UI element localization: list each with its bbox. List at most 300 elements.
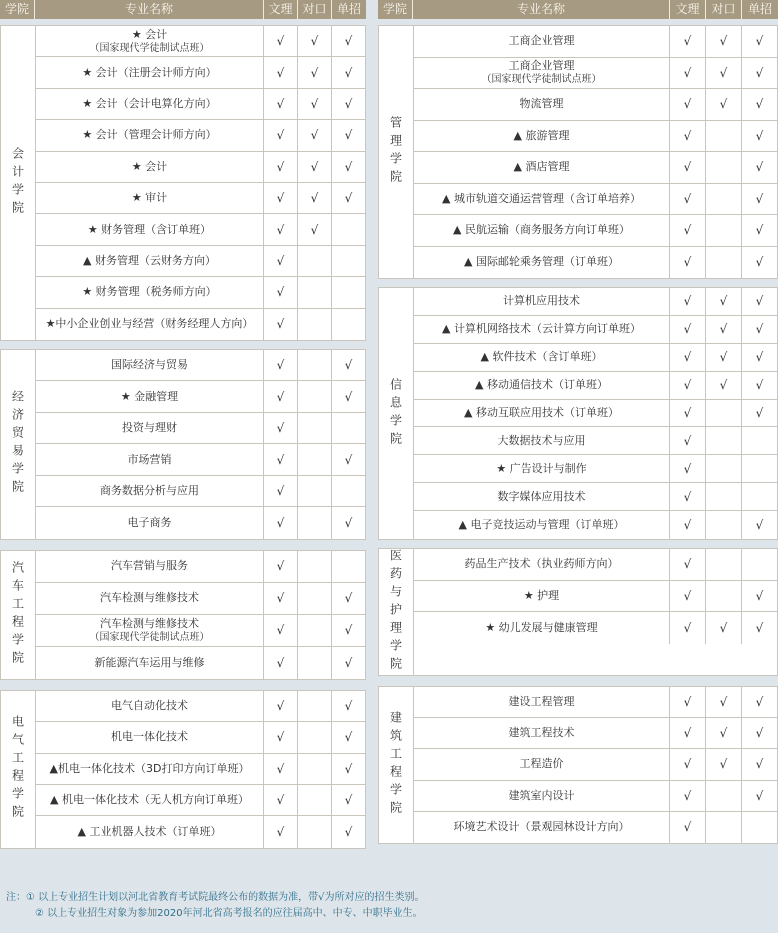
major-name: ▲ 移动通信技术（订单班） bbox=[475, 378, 608, 392]
major-row bbox=[36, 476, 365, 508]
major-row bbox=[414, 687, 777, 718]
major-name-cell bbox=[36, 816, 263, 847]
wenli-mark: √ bbox=[669, 344, 705, 371]
duikou-mark bbox=[705, 781, 741, 811]
duikou-mark bbox=[705, 152, 741, 183]
major-row bbox=[36, 816, 365, 847]
major-row bbox=[414, 184, 777, 216]
major-name-cell bbox=[414, 247, 669, 279]
duikou-mark bbox=[297, 476, 331, 507]
major-name: ▲ 软件技术（含订单班） bbox=[480, 350, 603, 364]
major-row bbox=[36, 277, 365, 308]
danzhao-mark: √ bbox=[741, 781, 777, 811]
wenli-mark: √ bbox=[669, 455, 705, 482]
wenli-mark: √ bbox=[263, 57, 297, 87]
major-row bbox=[414, 288, 777, 316]
header-major: 专业名称 bbox=[35, 0, 264, 19]
danzhao-mark bbox=[741, 483, 777, 510]
danzhao-mark bbox=[741, 549, 777, 580]
major-name: 汽车检测与维修技术 bbox=[100, 616, 199, 630]
danzhao-mark bbox=[331, 413, 365, 444]
header-danzhao: 单招 bbox=[747, 2, 772, 16]
major-name: ★ 广告设计与制作 bbox=[496, 461, 587, 475]
college-name-cell bbox=[1, 350, 36, 539]
major-name: 市场营销 bbox=[127, 452, 172, 466]
wenli-mark: √ bbox=[263, 551, 297, 582]
major-row bbox=[36, 152, 365, 183]
college-name-cell bbox=[379, 288, 414, 539]
danzhao-mark: √ bbox=[741, 184, 777, 215]
wenli-mark: √ bbox=[669, 215, 705, 246]
danzhao-mark: √ bbox=[741, 152, 777, 183]
major-row bbox=[414, 372, 777, 400]
duikou-mark bbox=[297, 816, 331, 847]
duikou-mark bbox=[705, 184, 741, 215]
major-name: ▲机电一体化技术（3D打印方向订单班） bbox=[49, 761, 250, 775]
duikou-mark: √ bbox=[705, 89, 741, 120]
wenli-mark: √ bbox=[263, 381, 297, 412]
danzhao-mark: √ bbox=[741, 89, 777, 120]
danzhao-mark: √ bbox=[331, 615, 365, 646]
wenli-mark: √ bbox=[263, 647, 297, 679]
duikou-mark bbox=[297, 615, 331, 646]
major-name: ★ 会计 bbox=[131, 159, 168, 173]
notes bbox=[6, 890, 766, 922]
wenli-mark: √ bbox=[263, 615, 297, 646]
duikou-mark bbox=[297, 444, 331, 475]
major-name: 汽车检测与维修技术 bbox=[100, 591, 199, 605]
wenli-mark: √ bbox=[263, 89, 297, 119]
college-group bbox=[0, 690, 366, 849]
major-row bbox=[36, 754, 365, 785]
major-name: ▲ 民航运输（商务服务方向订单班） bbox=[453, 223, 630, 237]
major-row bbox=[414, 247, 777, 279]
major-name-cell bbox=[414, 152, 669, 183]
danzhao-mark: √ bbox=[741, 288, 777, 315]
major-name-cell bbox=[36, 381, 263, 412]
note-line-1: 注：① 以上专业招生计划以河北省教育考试院最终公布的数据为准，带√为所对应的招生类别。 bbox=[6, 892, 425, 903]
wenli-mark: √ bbox=[669, 718, 705, 748]
duikou-mark bbox=[297, 722, 331, 752]
wenli-mark: √ bbox=[669, 549, 705, 580]
right-table bbox=[378, 0, 778, 844]
major-row bbox=[414, 152, 777, 184]
major-row bbox=[36, 444, 365, 476]
wenli-mark: √ bbox=[669, 121, 705, 152]
major-rows bbox=[36, 26, 365, 340]
major-name-cell bbox=[414, 455, 669, 482]
wenli-mark: √ bbox=[263, 277, 297, 307]
major-name: 新能源汽车运用与维修 bbox=[94, 655, 205, 669]
major-name: ★ 护理 bbox=[523, 589, 560, 603]
wenli-mark: √ bbox=[669, 316, 705, 343]
wenli-mark: √ bbox=[263, 183, 297, 213]
major-name-cell bbox=[414, 288, 669, 315]
major-name-cell bbox=[414, 427, 669, 454]
danzhao-mark: √ bbox=[741, 121, 777, 152]
major-name: 大数据技术与应用 bbox=[497, 433, 586, 447]
danzhao-mark: √ bbox=[741, 581, 777, 612]
major-row bbox=[414, 455, 777, 483]
wenli-mark: √ bbox=[263, 309, 297, 340]
major-row bbox=[414, 581, 777, 613]
duikou-mark bbox=[705, 400, 741, 427]
major-name: ▲ 机电一体化技术（无人机方向订单班） bbox=[50, 793, 249, 807]
duikou-mark bbox=[297, 246, 331, 276]
header-duikou: 对口 bbox=[298, 0, 332, 19]
major-row bbox=[414, 812, 777, 843]
major-name-cell bbox=[414, 687, 669, 717]
college-name: 建筑工程学院 bbox=[388, 710, 403, 819]
danzhao-mark: √ bbox=[331, 583, 365, 614]
major-rows bbox=[36, 691, 365, 848]
major-name: ★ 会计（管理会计师方向） bbox=[82, 128, 217, 142]
duikou-mark: √ bbox=[705, 718, 741, 748]
major-rows bbox=[414, 26, 777, 278]
danzhao-mark: √ bbox=[331, 381, 365, 412]
duikou-mark bbox=[297, 350, 331, 381]
table-header bbox=[0, 0, 366, 19]
major-row bbox=[414, 26, 777, 58]
major-row bbox=[36, 551, 365, 583]
major-row bbox=[36, 381, 365, 413]
major-name-cell bbox=[414, 483, 669, 510]
danzhao-mark: √ bbox=[741, 400, 777, 427]
major-name: 工程造价 bbox=[519, 757, 564, 771]
major-rows bbox=[414, 288, 777, 539]
wenli-mark: √ bbox=[263, 246, 297, 276]
college-name-cell bbox=[1, 551, 36, 679]
major-name-cell bbox=[414, 344, 669, 371]
major-row bbox=[414, 511, 777, 539]
major-name: ★中小企业创业与经营（财务经理人方向） bbox=[45, 317, 254, 331]
major-name: 电气自动化技术 bbox=[111, 699, 188, 713]
wenli-mark: √ bbox=[263, 785, 297, 815]
major-row bbox=[414, 89, 777, 121]
duikou-mark bbox=[705, 247, 741, 279]
wenli-mark: √ bbox=[263, 754, 297, 784]
major-name: 商务数据分析与应用 bbox=[100, 484, 199, 498]
major-name-cell bbox=[36, 350, 263, 381]
major-name-cell bbox=[414, 549, 669, 580]
major-row bbox=[414, 483, 777, 511]
college-group bbox=[378, 548, 778, 676]
duikou-mark bbox=[297, 754, 331, 784]
major-row bbox=[414, 781, 777, 812]
major-row bbox=[414, 400, 777, 428]
major-name: 国际经济与贸易 bbox=[111, 358, 188, 372]
danzhao-mark: √ bbox=[331, 444, 365, 475]
duikou-mark: √ bbox=[705, 687, 741, 717]
duikou-mark bbox=[705, 511, 741, 539]
duikou-mark bbox=[297, 309, 331, 340]
major-name-cell bbox=[414, 400, 669, 427]
wenli-mark: √ bbox=[669, 511, 705, 539]
major-name-cell bbox=[414, 581, 669, 612]
major-name: ★ 会计（注册会计师方向） bbox=[82, 65, 217, 79]
major-name: ▲ 酒店管理 bbox=[513, 160, 570, 174]
major-name-cell bbox=[36, 691, 263, 721]
major-row bbox=[414, 58, 777, 90]
major-name: ▲ 国际邮轮乘务管理（订单班） bbox=[464, 255, 619, 269]
major-name-cell bbox=[36, 785, 263, 815]
wenli-mark: √ bbox=[669, 749, 705, 779]
major-row bbox=[414, 121, 777, 153]
major-name: 计算机应用技术 bbox=[503, 294, 580, 308]
college-group bbox=[378, 25, 778, 279]
major-name: 环境艺术设计（景观园林设计方向） bbox=[453, 820, 630, 834]
duikou-mark: √ bbox=[705, 26, 741, 57]
college-group bbox=[0, 349, 366, 540]
danzhao-mark: √ bbox=[741, 247, 777, 279]
major-name-cell bbox=[36, 89, 263, 119]
danzhao-mark: √ bbox=[331, 152, 365, 182]
major-name-cell bbox=[36, 277, 263, 307]
major-name-cell bbox=[36, 183, 263, 213]
major-row bbox=[36, 691, 365, 722]
wenli-mark: √ bbox=[263, 816, 297, 847]
wenli-mark: √ bbox=[669, 581, 705, 612]
major-name-cell bbox=[36, 551, 263, 582]
major-name-cell bbox=[414, 316, 669, 343]
wenli-mark: √ bbox=[669, 89, 705, 120]
duikou-mark: √ bbox=[705, 372, 741, 399]
danzhao-mark: √ bbox=[331, 691, 365, 721]
major-name-cell bbox=[414, 26, 669, 57]
major-rows bbox=[414, 687, 777, 843]
college-group bbox=[378, 686, 778, 844]
danzhao-mark: √ bbox=[331, 816, 365, 847]
wenli-mark: √ bbox=[263, 350, 297, 381]
major-row bbox=[36, 507, 365, 539]
major-name: ▲ 电子竞技运动与管理（订单班） bbox=[458, 518, 625, 532]
danzhao-mark: √ bbox=[741, 26, 777, 57]
major-name: 建设工程管理 bbox=[508, 695, 575, 709]
major-row bbox=[414, 749, 777, 780]
major-row bbox=[414, 549, 777, 581]
danzhao-mark: √ bbox=[331, 57, 365, 87]
major-name: ▲ 工业机器人技术（订单班） bbox=[77, 825, 222, 839]
major-name-cell bbox=[414, 372, 669, 399]
major-rows bbox=[36, 551, 365, 679]
major-name: 工商企业管理 bbox=[508, 59, 575, 73]
wenli-mark: √ bbox=[669, 58, 705, 89]
duikou-mark: √ bbox=[297, 57, 331, 87]
danzhao-mark bbox=[331, 214, 365, 244]
danzhao-mark: √ bbox=[741, 58, 777, 89]
duikou-mark bbox=[297, 413, 331, 444]
wenli-mark: √ bbox=[669, 427, 705, 454]
major-name: 投资与理财 bbox=[122, 421, 177, 435]
major-name-cell bbox=[36, 754, 263, 784]
danzhao-mark: √ bbox=[331, 722, 365, 752]
major-row bbox=[36, 57, 365, 88]
duikou-mark bbox=[705, 427, 741, 454]
major-name-cell bbox=[414, 89, 669, 120]
major-name-cell bbox=[414, 58, 669, 89]
wenli-mark: √ bbox=[669, 372, 705, 399]
major-name-cell bbox=[414, 781, 669, 811]
major-name-cell bbox=[414, 612, 669, 644]
major-name-cell bbox=[36, 507, 263, 539]
major-name: ★ 会计 bbox=[131, 27, 168, 41]
danzhao-mark: √ bbox=[331, 89, 365, 119]
wenli-mark: √ bbox=[263, 444, 297, 475]
major-row bbox=[414, 612, 777, 644]
duikou-mark: √ bbox=[297, 183, 331, 213]
major-name: ▲ 旅游管理 bbox=[513, 128, 570, 142]
note-line-2: ② 以上专业招生对象为参加2020年河北省高考报名的应往届高中、中专、中职毕业生。 bbox=[35, 908, 423, 919]
table-header bbox=[378, 0, 778, 19]
major-row bbox=[414, 215, 777, 247]
wenli-mark: √ bbox=[669, 288, 705, 315]
college-group bbox=[0, 550, 366, 680]
major-name: 机电一体化技术 bbox=[111, 730, 188, 744]
wenli-mark: √ bbox=[263, 722, 297, 752]
duikou-mark bbox=[705, 581, 741, 612]
major-row bbox=[36, 350, 365, 382]
danzhao-mark: √ bbox=[331, 647, 365, 679]
major-name: 电子商务 bbox=[127, 516, 172, 530]
duikou-mark: √ bbox=[705, 344, 741, 371]
duikou-mark bbox=[297, 647, 331, 679]
danzhao-mark bbox=[741, 812, 777, 843]
major-name-cell bbox=[36, 722, 263, 752]
wenli-mark: √ bbox=[669, 612, 705, 644]
duikou-mark: √ bbox=[297, 214, 331, 244]
wenli-mark: √ bbox=[263, 476, 297, 507]
wenli-mark: √ bbox=[263, 583, 297, 614]
duikou-mark: √ bbox=[297, 120, 331, 150]
major-row bbox=[36, 615, 365, 647]
duikou-mark bbox=[705, 455, 741, 482]
wenli-mark: √ bbox=[263, 507, 297, 539]
college-name-cell bbox=[1, 26, 36, 340]
danzhao-mark: √ bbox=[741, 511, 777, 539]
major-row bbox=[36, 26, 365, 57]
header-wenli: 文理 bbox=[670, 0, 706, 19]
major-name-cell bbox=[36, 309, 263, 340]
wenli-mark: √ bbox=[263, 214, 297, 244]
major-name: ★ 金融管理 bbox=[120, 389, 179, 403]
duikou-mark: √ bbox=[705, 288, 741, 315]
danzhao-mark: √ bbox=[331, 350, 365, 381]
major-row bbox=[36, 309, 365, 340]
major-row bbox=[36, 214, 365, 245]
danzhao-mark bbox=[331, 246, 365, 276]
college-name-cell bbox=[1, 691, 36, 848]
danzhao-mark: √ bbox=[331, 26, 365, 56]
duikou-mark: √ bbox=[297, 26, 331, 56]
major-row bbox=[36, 785, 365, 816]
major-row bbox=[36, 183, 365, 214]
college-name: 会计学院 bbox=[10, 146, 25, 219]
duikou-mark bbox=[297, 785, 331, 815]
duikou-mark: √ bbox=[705, 612, 741, 644]
wenli-mark: √ bbox=[263, 120, 297, 150]
major-row bbox=[36, 89, 365, 120]
duikou-mark bbox=[297, 583, 331, 614]
duikou-mark: √ bbox=[705, 749, 741, 779]
header-danzhao: 单招 bbox=[336, 2, 361, 16]
duikou-mark bbox=[297, 691, 331, 721]
danzhao-mark: √ bbox=[331, 507, 365, 539]
major-name-cell bbox=[36, 120, 263, 150]
major-name: 工商企业管理 bbox=[508, 34, 575, 48]
left-table bbox=[0, 0, 366, 849]
wenli-mark: √ bbox=[669, 400, 705, 427]
college-name: 信息学院 bbox=[388, 377, 403, 450]
major-name: ★ 财务管理（含订单班） bbox=[87, 222, 212, 236]
major-name-cell bbox=[414, 511, 669, 539]
major-name-cell bbox=[36, 26, 263, 56]
wenli-mark: √ bbox=[669, 184, 705, 215]
major-row bbox=[36, 413, 365, 445]
major-name: ★ 财务管理（税务师方向） bbox=[82, 285, 217, 299]
major-name-note: （国家现代学徒制试点班） bbox=[481, 74, 602, 86]
major-name: ▲ 财务管理（云财务方向） bbox=[83, 253, 216, 267]
duikou-mark bbox=[705, 215, 741, 246]
header-wenli: 文理 bbox=[264, 0, 298, 19]
major-rows bbox=[414, 549, 777, 675]
college-name: 管理学院 bbox=[388, 116, 403, 188]
danzhao-mark bbox=[331, 277, 365, 307]
major-name: ★ 幼儿发展与健康管理 bbox=[485, 621, 598, 635]
major-row bbox=[36, 647, 365, 679]
major-row bbox=[36, 120, 365, 151]
danzhao-mark: √ bbox=[331, 183, 365, 213]
header-duikou: 对口 bbox=[706, 0, 742, 19]
danzhao-mark: √ bbox=[741, 215, 777, 246]
major-name-cell bbox=[36, 413, 263, 444]
major-name: 汽车营销与服务 bbox=[111, 559, 188, 573]
major-name-cell bbox=[36, 476, 263, 507]
duikou-mark: √ bbox=[705, 316, 741, 343]
danzhao-mark bbox=[331, 309, 365, 340]
major-row bbox=[36, 246, 365, 277]
major-name-cell bbox=[36, 615, 263, 646]
wenli-mark: √ bbox=[669, 26, 705, 57]
major-row bbox=[414, 316, 777, 344]
major-name: ▲ 移动互联应用技术（订单班） bbox=[464, 406, 619, 419]
header-college: 学院 bbox=[378, 0, 413, 19]
duikou-mark: √ bbox=[297, 152, 331, 182]
wenli-mark: √ bbox=[263, 26, 297, 56]
major-name: 建筑工程技术 bbox=[508, 726, 575, 740]
danzhao-mark: √ bbox=[331, 754, 365, 784]
wenli-mark: √ bbox=[263, 691, 297, 721]
major-name-note: （国家现代学徒制试点班） bbox=[89, 631, 210, 643]
major-name: ▲ 城市轨道交通运营管理（含订单培养） bbox=[442, 191, 641, 205]
duikou-mark bbox=[705, 812, 741, 843]
danzhao-mark bbox=[741, 427, 777, 454]
danzhao-mark: √ bbox=[741, 316, 777, 343]
duikou-mark bbox=[705, 549, 741, 580]
college-name: 汽车工程学院 bbox=[10, 560, 25, 669]
duikou-mark bbox=[705, 121, 741, 152]
duikou-mark: √ bbox=[705, 58, 741, 89]
header-major: 专业名称 bbox=[413, 0, 670, 19]
college-group bbox=[378, 287, 778, 540]
wenli-mark: √ bbox=[263, 413, 297, 444]
major-name-cell bbox=[36, 647, 263, 679]
major-row bbox=[414, 718, 777, 749]
major-name-cell bbox=[414, 718, 669, 748]
danzhao-mark: √ bbox=[331, 120, 365, 150]
danzhao-mark bbox=[331, 551, 365, 582]
duikou-mark bbox=[297, 551, 331, 582]
major-name-cell bbox=[36, 583, 263, 614]
